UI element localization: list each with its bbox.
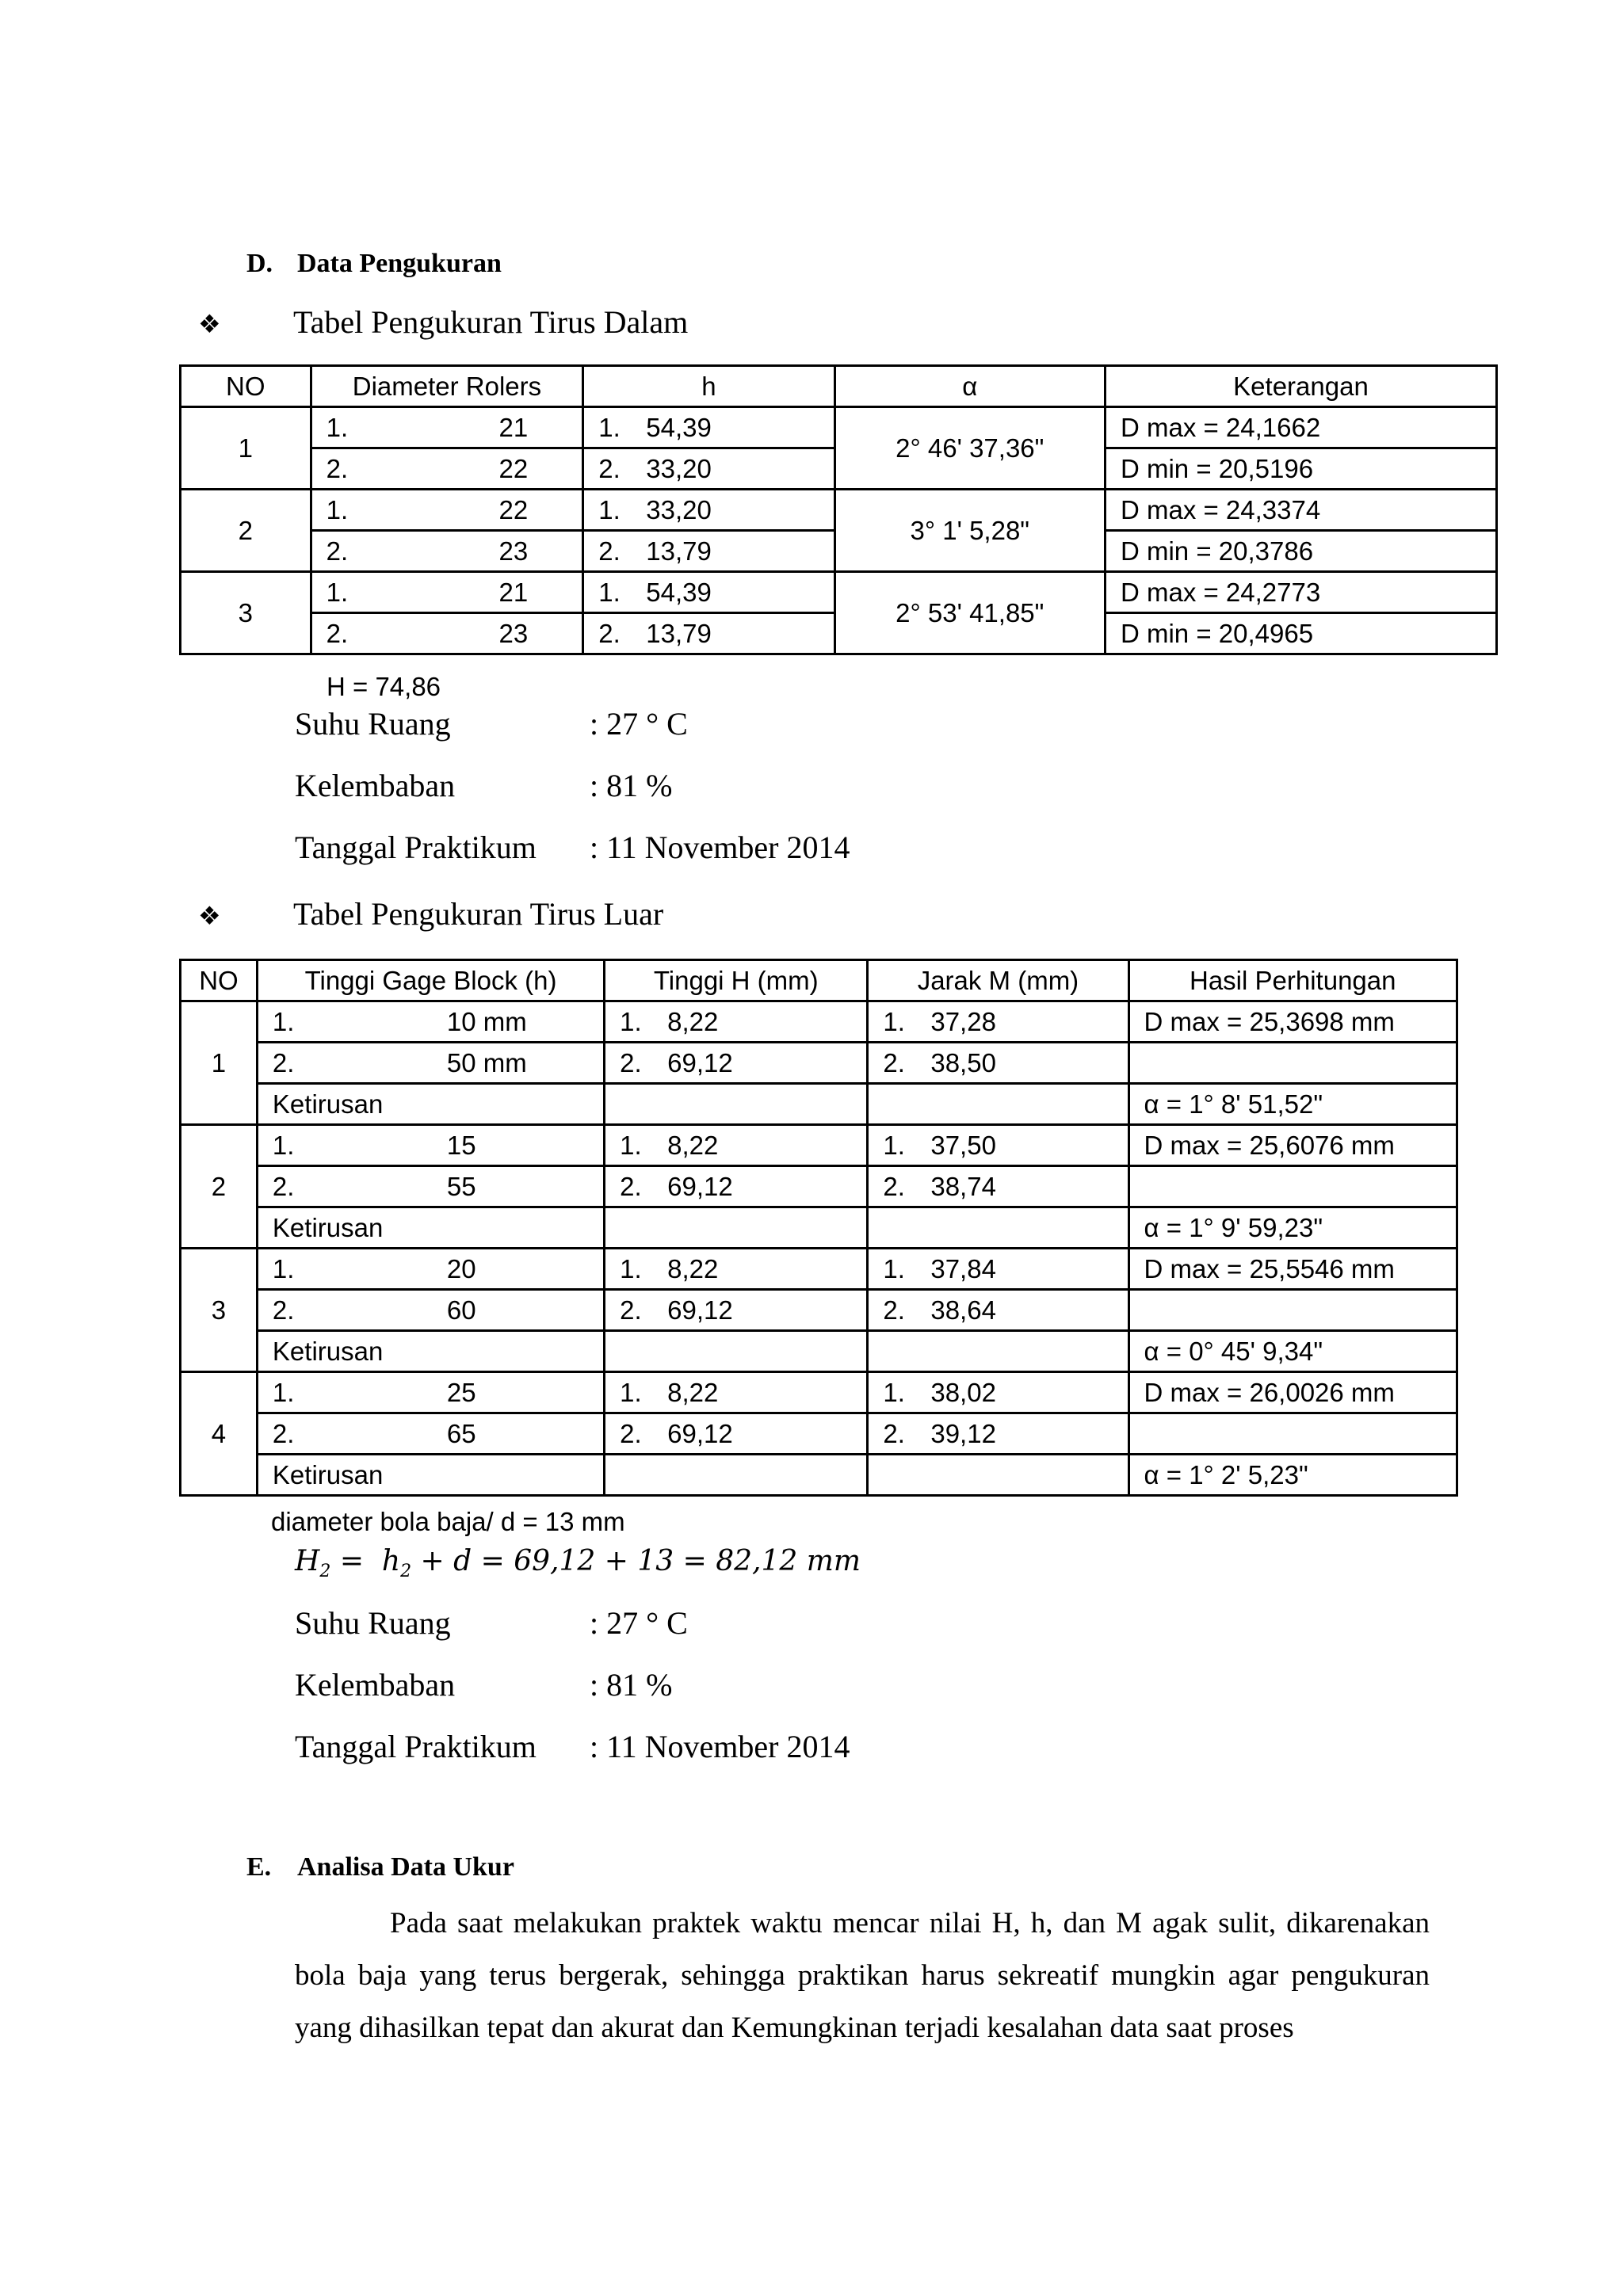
table-row: [181, 1084, 1457, 1125]
table1-header-no: NO: [181, 366, 311, 407]
table-row: [181, 1125, 1457, 1166]
jarak-cell: [868, 1249, 1128, 1290]
table1-header-alpha: α: [834, 366, 1105, 407]
item-number: 2.: [620, 1418, 642, 1448]
hasil-cell: D max = 25,5546 mm: [1128, 1249, 1457, 1290]
item-number: 2.: [326, 453, 349, 483]
alpha-cell: 2° 53' 41,85": [834, 572, 1105, 654]
item-number: 2.: [272, 1171, 295, 1201]
table-row: [181, 1249, 1457, 1290]
table1-header-h: h: [583, 366, 834, 407]
ketirusan-alpha: α = 0° 45' 9,34": [1128, 1331, 1457, 1372]
table1-header-row: [181, 366, 1497, 407]
ketirusan-label: Ketirusan: [257, 1084, 604, 1125]
table1-caption: Tabel Pengukuran Tirus Dalam: [293, 304, 689, 340]
item-number: 2.: [272, 1418, 295, 1448]
jarak-cell: [868, 1001, 1128, 1043]
diameter-value: 21: [498, 577, 529, 607]
table-row: [181, 1043, 1457, 1084]
jarak-value: 38,64: [930, 1295, 996, 1325]
jarak-cell: [868, 1290, 1128, 1331]
gage-value: 10 mm: [446, 1006, 527, 1036]
gage-value: 65: [446, 1418, 476, 1448]
section-e-letter: E.: [246, 1852, 272, 1882]
hasil-cell: [1128, 1043, 1457, 1084]
tinggi-cell: [605, 1001, 868, 1043]
h-cell: [583, 613, 834, 654]
empty-cell: [868, 1331, 1128, 1372]
formula-line: [295, 1545, 861, 1581]
table1-header-diameter: Diameter Rolers: [311, 366, 583, 407]
diameter-value: 22: [498, 494, 529, 524]
keterangan-cell: D min = 20,4965: [1105, 613, 1496, 654]
alpha-cell: 2° 46' 37,36": [834, 407, 1105, 490]
tanggal-label: Tanggal Praktikum: [295, 830, 537, 865]
item-number: 1.: [883, 1377, 905, 1407]
gage-cell: [257, 1125, 604, 1166]
h-value: 54,39: [646, 577, 712, 607]
item-number: 1.: [272, 1130, 295, 1160]
empty-cell: [605, 1207, 868, 1249]
keterangan-cell: D min = 20,5196: [1105, 448, 1496, 490]
tinggi-value: 69,12: [667, 1295, 733, 1325]
diameter-value: 23: [498, 618, 529, 648]
jarak-value: 37,50: [930, 1130, 996, 1160]
diameter-value: 22: [498, 453, 529, 483]
table2-header-jarak: Jarak M (mm): [868, 960, 1128, 1001]
table-tirus-dalam: [179, 364, 1498, 655]
empty-cell: [868, 1084, 1128, 1125]
item-number: 2.: [598, 618, 621, 648]
tanggal-line: [295, 829, 850, 866]
h-value: 13,79: [646, 536, 712, 566]
item-number: 2.: [883, 1171, 905, 1201]
formula-eq: =: [330, 1545, 382, 1577]
tinggi-value: 69,12: [667, 1047, 733, 1077]
formula-lhs: H: [295, 1545, 320, 1577]
table-row: [181, 1331, 1457, 1372]
h-value: 54,39: [646, 412, 712, 442]
item-number: 1.: [326, 412, 349, 442]
item-number: 1.: [598, 494, 621, 524]
kelembaban-line: [295, 767, 672, 804]
h-cell: [583, 531, 834, 572]
empty-cell: [868, 1207, 1128, 1249]
h-cell: [583, 448, 834, 490]
gage-cell: [257, 1372, 604, 1413]
row-no: 2: [181, 490, 311, 572]
kelembaban-value: : 81 %: [590, 768, 673, 803]
jarak-value: 38,50: [930, 1047, 996, 1077]
keterangan-cell: D max = 24,2773: [1105, 572, 1496, 613]
section-d-title: Data Pengukuran: [297, 249, 502, 278]
item-number: 2.: [272, 1295, 295, 1325]
keterangan-cell: D max = 24,3374: [1105, 490, 1496, 531]
tinggi-value: 8,22: [667, 1130, 719, 1160]
row-no: 1: [181, 1001, 258, 1125]
bullet-diamond-icon: ❖: [198, 902, 221, 930]
gage-cell: [257, 1001, 604, 1043]
gage-cell: [257, 1413, 604, 1455]
tinggi-value: 8,22: [667, 1377, 719, 1407]
suhu-value: : 27 ° C: [590, 1605, 688, 1641]
ketirusan-alpha: α = 1° 8' 51,52": [1128, 1084, 1457, 1125]
suhu-label: Suhu Ruang: [295, 706, 451, 742]
hasil-cell: [1128, 1413, 1457, 1455]
table2-caption: Tabel Pengukuran Tirus Luar: [293, 896, 664, 932]
item-number: 1.: [620, 1377, 642, 1407]
ketirusan-label: Ketirusan: [257, 1331, 604, 1372]
tinggi-value: 69,12: [667, 1418, 733, 1448]
tanggal-label: Tanggal Praktikum: [295, 1729, 537, 1764]
empty-cell: [605, 1084, 868, 1125]
item-number: 2.: [883, 1047, 905, 1077]
item-number: 2.: [620, 1171, 642, 1201]
suhu-value: : 27 ° C: [590, 706, 688, 742]
jarak-value: 38,02: [930, 1377, 996, 1407]
table1-footnote: H = 74,86: [327, 672, 441, 701]
diameter-cell: [311, 613, 583, 654]
item-number: 2.: [620, 1295, 642, 1325]
item-number: 1.: [272, 1253, 295, 1283]
table2-header-row: [181, 960, 1457, 1001]
row-no: 4: [181, 1372, 258, 1496]
table-row: [181, 572, 1497, 613]
hasil-cell: [1128, 1290, 1457, 1331]
diameter-cell: [311, 490, 583, 531]
keterangan-cell: D max = 24,1662: [1105, 407, 1496, 448]
tinggi-value: 8,22: [667, 1253, 719, 1283]
tinggi-cell: [605, 1125, 868, 1166]
row-no: 3: [181, 1249, 258, 1372]
table1-header-keterangan: Keterangan: [1105, 366, 1496, 407]
item-number: 1.: [620, 1006, 642, 1036]
table-row: [181, 1207, 1457, 1249]
jarak-cell: [868, 1372, 1128, 1413]
gage-cell: [257, 1249, 604, 1290]
diameter-value: 21: [498, 412, 529, 442]
tinggi-cell: [605, 1372, 868, 1413]
item-number: 1.: [620, 1130, 642, 1160]
analysis-paragraph: Pada saat melakukan praktek waktu mencar nilai H, h, dan M agak sulit, dikarenakan bola baja yang terus bergerak, sehingga praktikan harus sekreatif mungkin agar pengukuran yang dihasilkan tepat dan akurat dan Kemungkinan terjadi kesalahan data saat proses: [295, 1907, 1430, 2044]
gage-value: 15: [446, 1130, 476, 1160]
suhu-label: Suhu Ruang: [295, 1605, 451, 1641]
gage-value: 25: [446, 1377, 476, 1407]
jarak-cell: [868, 1043, 1128, 1084]
ketirusan-label: Ketirusan: [257, 1455, 604, 1496]
item-number: 2.: [326, 618, 349, 648]
tanggal-value: : 11 November 2014: [590, 1729, 850, 1764]
table2-header-hasil: Hasil Perhitungan: [1128, 960, 1457, 1001]
jarak-value: 37,28: [930, 1006, 996, 1036]
tinggi-cell: [605, 1043, 868, 1084]
ketirusan-alpha: α = 1° 2' 5,23": [1128, 1455, 1457, 1496]
table-row: [181, 1413, 1457, 1455]
gage-value: 60: [446, 1295, 476, 1325]
gage-value: 50 mm: [446, 1047, 527, 1077]
h-value: 13,79: [646, 618, 712, 648]
tinggi-cell: [605, 1249, 868, 1290]
diameter-cell: [311, 572, 583, 613]
gage-cell: [257, 1043, 604, 1084]
h-value: 33,20: [646, 453, 712, 483]
table-row: [181, 490, 1497, 531]
hasil-cell: D max = 25,6076 mm: [1128, 1125, 1457, 1166]
kelembaban-label: Kelembaban: [295, 1667, 456, 1703]
kelembaban-value: : 81 %: [590, 1667, 673, 1703]
item-number: 1.: [883, 1130, 905, 1160]
tinggi-value: 69,12: [667, 1171, 733, 1201]
diameter-cell: [311, 448, 583, 490]
hasil-cell: D max = 26,0026 mm: [1128, 1372, 1457, 1413]
tinggi-cell: [605, 1413, 868, 1455]
table2-header-no: NO: [181, 960, 258, 1001]
empty-cell: [605, 1455, 868, 1496]
jarak-value: 37,84: [930, 1253, 996, 1283]
tinggi-cell: [605, 1290, 868, 1331]
gage-cell: [257, 1290, 604, 1331]
section-e-title: Analisa Data Ukur: [297, 1852, 514, 1882]
item-number: 2.: [883, 1418, 905, 1448]
suhu-ruang-line: [295, 1604, 688, 1642]
section-d-letter: D.: [246, 249, 273, 278]
h-cell: [583, 490, 834, 531]
table-row: [181, 1455, 1457, 1496]
kelembaban-line: [295, 1666, 672, 1703]
item-number: 1.: [326, 577, 349, 607]
formula-h-sub: 2: [400, 1562, 412, 1582]
item-number: 1.: [272, 1006, 295, 1036]
table-tirus-luar: [179, 959, 1458, 1497]
jarak-value: 39,12: [930, 1418, 996, 1448]
section-e-heading: [246, 1852, 514, 1882]
formula-lhs-sub: 2: [319, 1562, 331, 1582]
tinggi-cell: [605, 1166, 868, 1207]
jarak-cell: [868, 1125, 1128, 1166]
keterangan-cell: D min = 20,3786: [1105, 531, 1496, 572]
item-number: 2.: [883, 1295, 905, 1325]
item-number: 2.: [620, 1047, 642, 1077]
table2-caption-line: [198, 895, 663, 933]
table2-header-gage: Tinggi Gage Block (h): [257, 960, 604, 1001]
item-number: 1.: [598, 412, 621, 442]
jarak-cell: [868, 1413, 1128, 1455]
item-number: 1.: [883, 1006, 905, 1036]
kelembaban-label: Kelembaban: [295, 768, 456, 803]
gage-value: 55: [446, 1171, 476, 1201]
section-d-heading: [246, 249, 502, 279]
alpha-cell: 3° 1' 5,28": [834, 490, 1105, 572]
formula-rest: + d = 69,12 + 13 = 82,12 mm: [411, 1545, 861, 1577]
table-row: [181, 1001, 1457, 1043]
h-value: 33,20: [646, 494, 712, 524]
suhu-ruang-line: [295, 705, 688, 742]
tinggi-value: 8,22: [667, 1006, 719, 1036]
ketirusan-label: Ketirusan: [257, 1207, 604, 1249]
tanggal-line: [295, 1728, 850, 1765]
gage-value: 20: [446, 1253, 476, 1283]
diameter-cell: [311, 531, 583, 572]
row-no: 2: [181, 1125, 258, 1249]
table2-footnote: diameter bola baja/ d = 13 mm: [271, 1507, 625, 1536]
item-number: 2.: [598, 453, 621, 483]
tanggal-value: : 11 November 2014: [590, 830, 850, 865]
h-cell: [583, 572, 834, 613]
empty-cell: [605, 1331, 868, 1372]
jarak-value: 38,74: [930, 1171, 996, 1201]
hasil-cell: [1128, 1166, 1457, 1207]
item-number: 1.: [620, 1253, 642, 1283]
item-number: 1.: [598, 577, 621, 607]
table-row: [181, 1372, 1457, 1413]
h-cell: [583, 407, 834, 448]
diameter-value: 23: [498, 536, 529, 566]
item-number: 2.: [598, 536, 621, 566]
table-row: [181, 1290, 1457, 1331]
item-number: 2.: [272, 1047, 295, 1077]
gage-cell: [257, 1166, 604, 1207]
diameter-cell: [311, 407, 583, 448]
table1-caption-line: [198, 303, 688, 341]
jarak-cell: [868, 1166, 1128, 1207]
table-row: [181, 1166, 1457, 1207]
item-number: 2.: [326, 536, 349, 566]
table-row: [181, 407, 1497, 448]
bullet-diamond-icon: ❖: [198, 310, 221, 338]
ketirusan-alpha: α = 1° 9' 59,23": [1128, 1207, 1457, 1249]
empty-cell: [868, 1455, 1128, 1496]
row-no: 3: [181, 572, 311, 654]
table2-header-tinggi: Tinggi H (mm): [605, 960, 868, 1001]
hasil-cell: D max = 25,3698 mm: [1128, 1001, 1457, 1043]
item-number: 1.: [272, 1377, 295, 1407]
item-number: 1.: [883, 1253, 905, 1283]
formula-h: h: [381, 1545, 401, 1577]
item-number: 1.: [326, 494, 349, 524]
row-no: 1: [181, 407, 311, 490]
